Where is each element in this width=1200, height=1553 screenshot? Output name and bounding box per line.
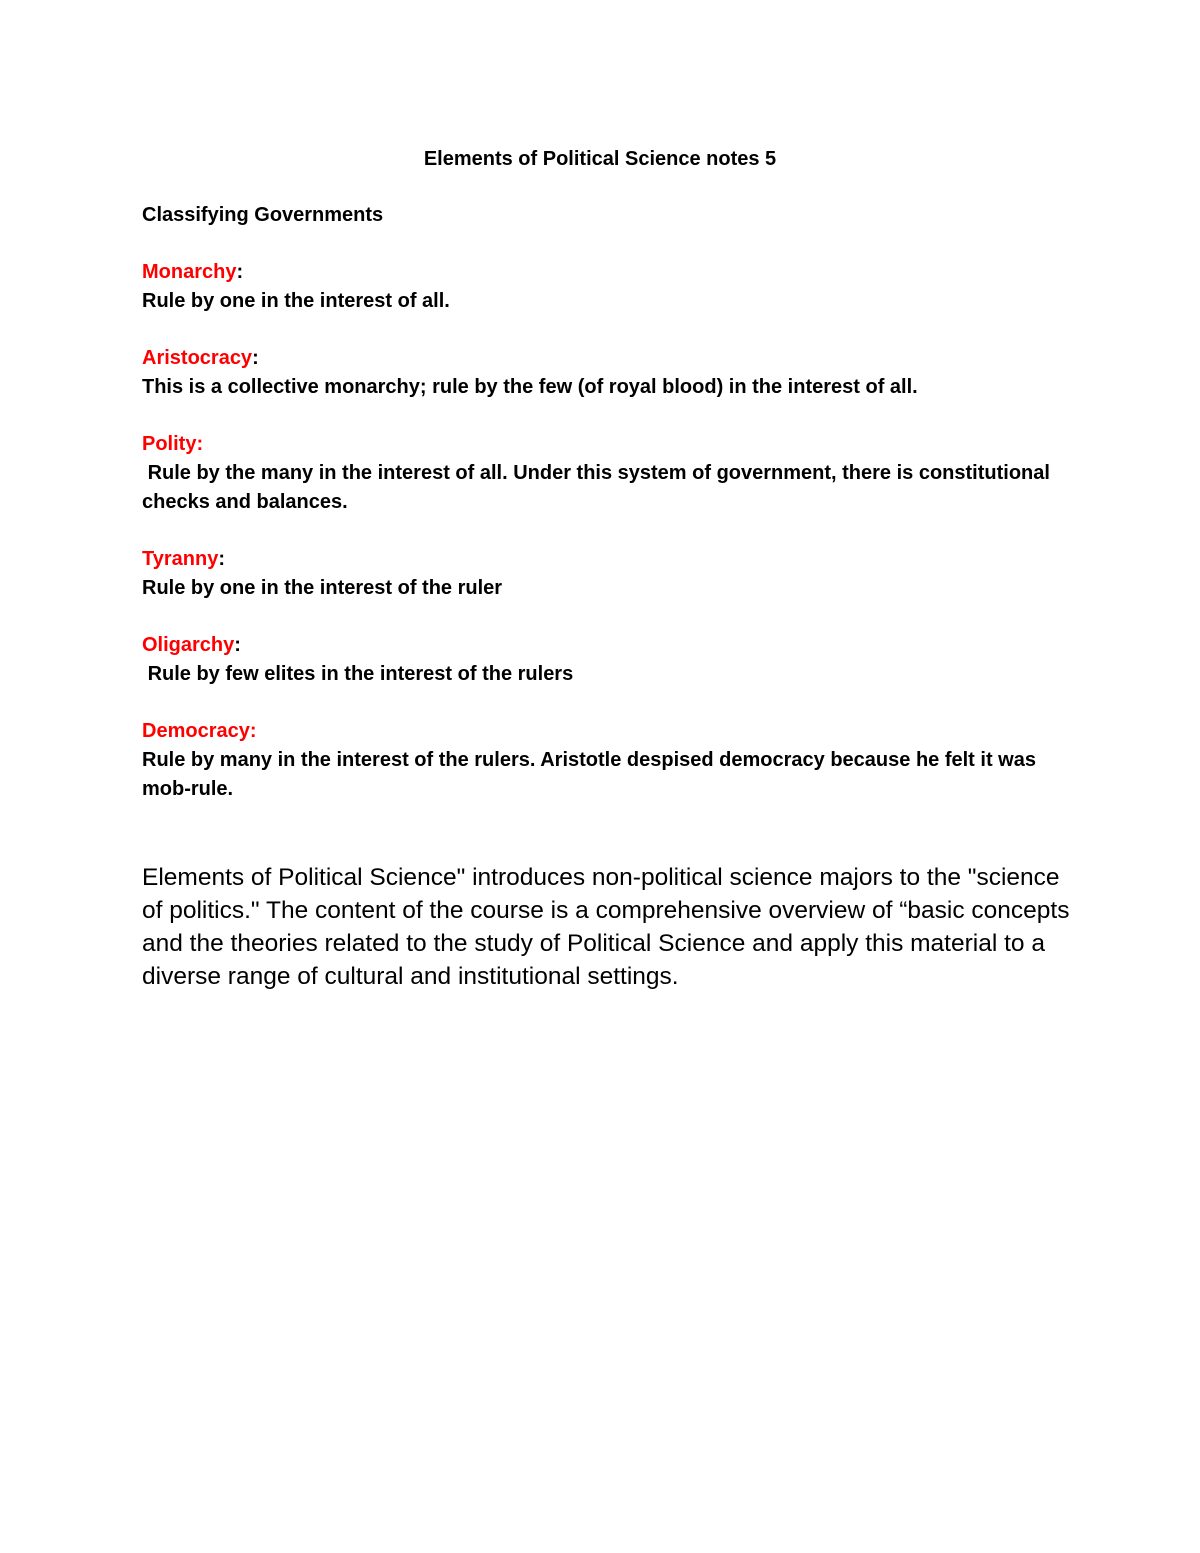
term-label: Aristocracy bbox=[142, 347, 253, 369]
government-entry-tyranny bbox=[142, 545, 1082, 603]
term-colon: : bbox=[236, 261, 244, 283]
document-title: Elements of Political Science notes 5 bbox=[423, 148, 777, 170]
term-label: Monarchy bbox=[142, 261, 237, 283]
term-definition: This is a collective monarchy; rule by the few (of royal blood) in the interest of all. bbox=[142, 376, 918, 398]
government-entry-aristocracy bbox=[142, 344, 1082, 402]
term-definition: Rule by the many in the interest of all. Under this system of government, there is constitutional checks and balances. bbox=[142, 462, 1056, 513]
course-description-paragraph: Elements of Political Science" introduces non-political science majors to the "science of politics." The content of the course is a comprehensive overview of “basic concepts and the theories related to the study of Political Science and apply this material to a diverse range of cultural and institutional settings. bbox=[142, 864, 1070, 990]
term-colon: : bbox=[249, 720, 257, 742]
term-definition: Rule by one in the interest of all. bbox=[142, 290, 450, 312]
term-colon: : bbox=[218, 548, 225, 570]
term-definition: Rule by few elites in the interest of the rulers bbox=[142, 663, 574, 685]
government-entry-polity bbox=[142, 430, 1082, 517]
term-line bbox=[142, 430, 1082, 459]
government-entry-oligarchy bbox=[142, 631, 1082, 689]
term-label: Oligarchy bbox=[142, 634, 235, 656]
term-line bbox=[142, 717, 1082, 746]
term-colon: : bbox=[252, 347, 259, 369]
term-colon: : bbox=[196, 433, 204, 455]
term-line bbox=[142, 344, 1082, 373]
term-label: Polity bbox=[142, 433, 197, 455]
government-entry-monarchy bbox=[142, 258, 1082, 316]
section-heading: Classifying Governments bbox=[142, 204, 384, 226]
term-label: Democracy bbox=[142, 720, 250, 742]
government-entry-democracy bbox=[142, 717, 1082, 804]
term-colon: : bbox=[234, 634, 241, 656]
term-line bbox=[142, 631, 1082, 660]
term-line bbox=[142, 545, 1082, 574]
term-line bbox=[142, 258, 1082, 287]
term-definition: Rule by one in the interest of the ruler bbox=[142, 577, 503, 599]
term-definition: Rule by many in the interest of the rulers. Aristotle despised democracy because he felt it was mob-rule. bbox=[142, 749, 1036, 800]
term-label: Tyranny bbox=[142, 548, 219, 570]
